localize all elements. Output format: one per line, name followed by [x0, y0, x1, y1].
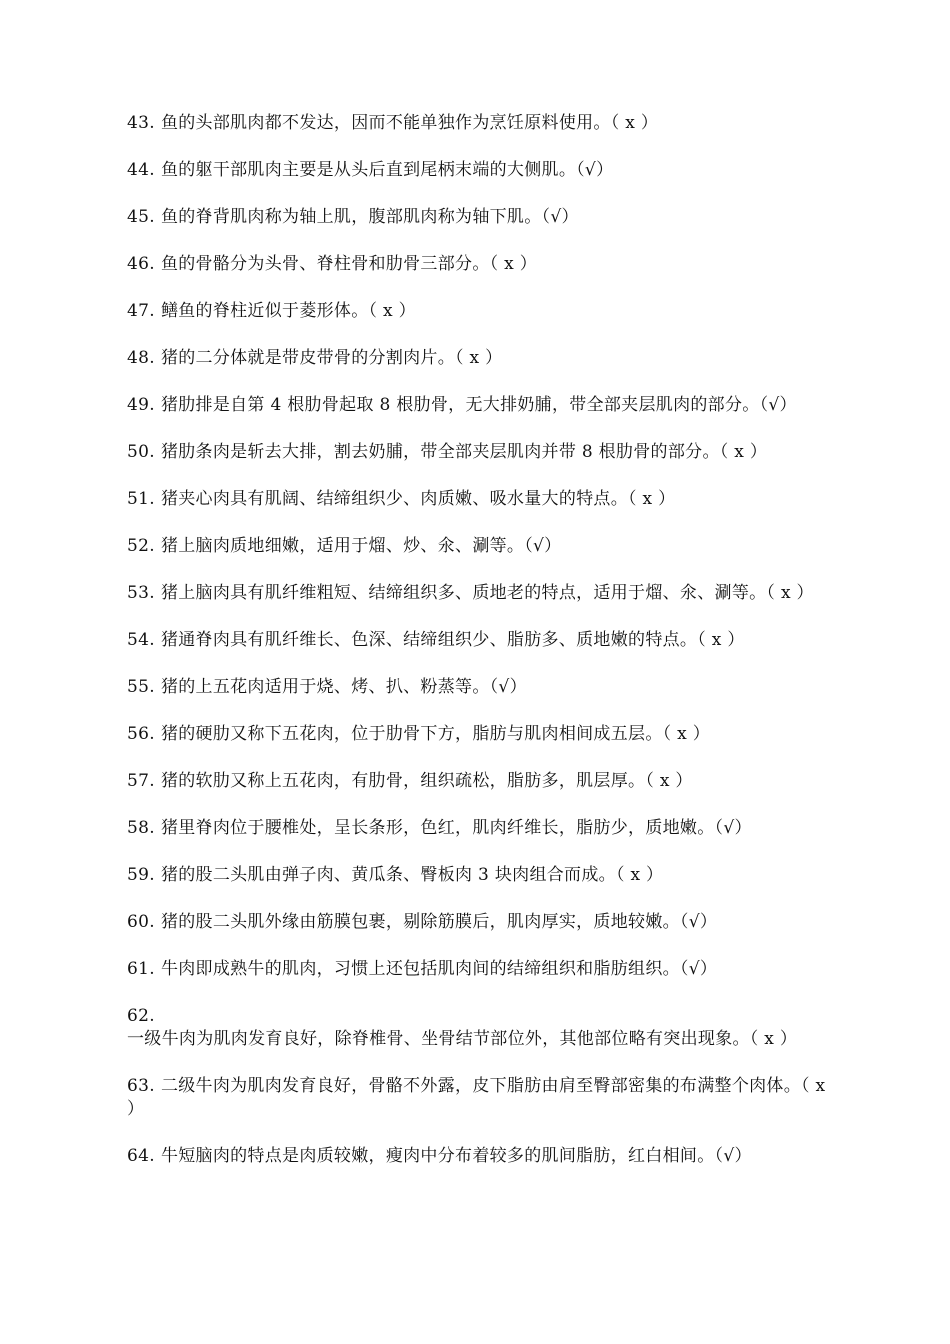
question-text: 鱼的脊背肌肉称为轴上肌，腹部肌肉称为轴下肌。（√） [160, 207, 579, 227]
question-text: 鱼的躯干部肌肉主要是从头后直到尾柄末端的大侧肌。（√） [160, 160, 614, 180]
question-number: 63. [127, 1076, 155, 1096]
question-text: 猪上脑肉具有肌纤维粗短、结缔组织多、质地老的特点，适用于熘、氽、涮等。（ x ） [160, 583, 814, 603]
question-text: 牛短脑肉的特点是肉质较嫩，瘦肉中分布着较多的肌间脂肪，红白相间。（√） [160, 1146, 752, 1166]
question-text: 猪肋排是自第 4 根肋骨起取 8 根肋骨，无大排奶脯，带全部夹层肌肉的部分。（√） [160, 395, 797, 415]
question-number: 43. [127, 113, 155, 133]
question-text: 猪里脊肉位于腰椎处，呈长条形，色红，肌肉纤维长，脂肪少，质地嫩。（√） [160, 818, 752, 838]
question-text: 鱼的头部肌肉都不发达，因而不能单独作为烹饪原料使用。（ x ） [160, 113, 659, 133]
question-item [127, 394, 827, 417]
question-item [127, 488, 827, 511]
question-number: 62. [127, 1006, 155, 1026]
question-text: 猪的上五花肉适用于烧、烤、扒、粉蒸等。（√） [160, 677, 527, 697]
question-item [127, 206, 827, 229]
question-item [127, 535, 827, 558]
question-number: 51. [127, 489, 155, 509]
question-text: 猪的硬肋又称下五花肉，位于肋骨下方，脂肪与肌肉相间成五层。（ x ） [160, 724, 711, 744]
question-item [127, 723, 827, 746]
question-item [127, 864, 827, 887]
question-number: 57. [127, 771, 155, 791]
question-item [127, 676, 827, 699]
question-item [127, 911, 827, 934]
question-number: 45. [127, 207, 155, 227]
question-text: 猪的二分体就是带皮带骨的分割肉片。（ x ） [160, 348, 503, 368]
question-item [127, 1005, 827, 1051]
question-number: 46. [127, 254, 155, 274]
question-item [127, 441, 827, 464]
question-item [127, 300, 827, 323]
question-number: 60. [127, 912, 155, 932]
question-text: 猪通脊肉具有肌纤维长、色深、结缔组织少、脂肪多、质地嫩的特点。（ x ） [160, 630, 745, 650]
question-text: 猪肋条肉是斩去大排，割去奶脯，带全部夹层肌肉并带 8 根肋骨的部分。（ x ） [160, 442, 768, 462]
question-text: 一级牛肉为肌肉发育良好，除脊椎骨、坐骨结节部位外，其他部位略有突出现象。（ x ） [127, 1029, 798, 1049]
question-number: 48. [127, 348, 155, 368]
question-item [127, 347, 827, 370]
question-number: 58. [127, 818, 155, 838]
question-number: 61. [127, 959, 155, 979]
question-number: 53. [127, 583, 155, 603]
question-text: 鳝鱼的脊柱近似于菱形体。（ x ） [160, 301, 416, 321]
question-list [127, 112, 827, 1192]
question-number: 55. [127, 677, 155, 697]
question-text: 猪的股二头肌外缘由筋膜包裹，剔除筋膜后，肌肉厚实，质地较嫩。（√） [160, 912, 718, 932]
question-item [127, 629, 827, 652]
question-item [127, 1145, 827, 1168]
question-number: 59. [127, 865, 155, 885]
question-number: 49. [127, 395, 155, 415]
question-item [127, 582, 827, 605]
question-number: 64. [127, 1146, 155, 1166]
question-item [127, 817, 827, 840]
question-number: 52. [127, 536, 155, 556]
question-number: 47. [127, 301, 155, 321]
question-text: 二级牛肉为肌肉发育良好，骨骼不外露，皮下脂肪由肩至臀部密集的布满整个肉体。（ x ） [127, 1076, 826, 1119]
question-item [127, 253, 827, 276]
question-number: 50. [127, 442, 155, 462]
question-item [127, 958, 827, 981]
question-item [127, 1075, 827, 1121]
question-text: 猪上脑肉质地细嫩，适用于熘、炒、氽、涮等。（√） [160, 536, 562, 556]
question-text: 鱼的骨骼分为头骨、脊柱骨和肋骨三部分。（ x ） [160, 254, 538, 274]
question-text: 牛肉即成熟牛的肌肉，习惯上还包括肌肉间的结缔组织和脂肪组织。（√） [160, 959, 718, 979]
question-text: 猪的软肋又称上五花肉，有肋骨，组织疏松，脂肪多，肌层厚。（ x ） [160, 771, 693, 791]
question-number: 54. [127, 630, 155, 650]
question-number: 56. [127, 724, 155, 744]
question-text: 猪夹心肉具有肌阔、结缔组织少、肉质嫩、吸水量大的特点。（ x ） [160, 489, 676, 509]
question-number: 44. [127, 160, 155, 180]
question-item [127, 159, 827, 182]
question-text: 猪的股二头肌由弹子肉、黄瓜条、臀板肉 3 块肉组合而成。（ x ） [160, 865, 664, 885]
question-item [127, 112, 827, 135]
question-item [127, 770, 827, 793]
